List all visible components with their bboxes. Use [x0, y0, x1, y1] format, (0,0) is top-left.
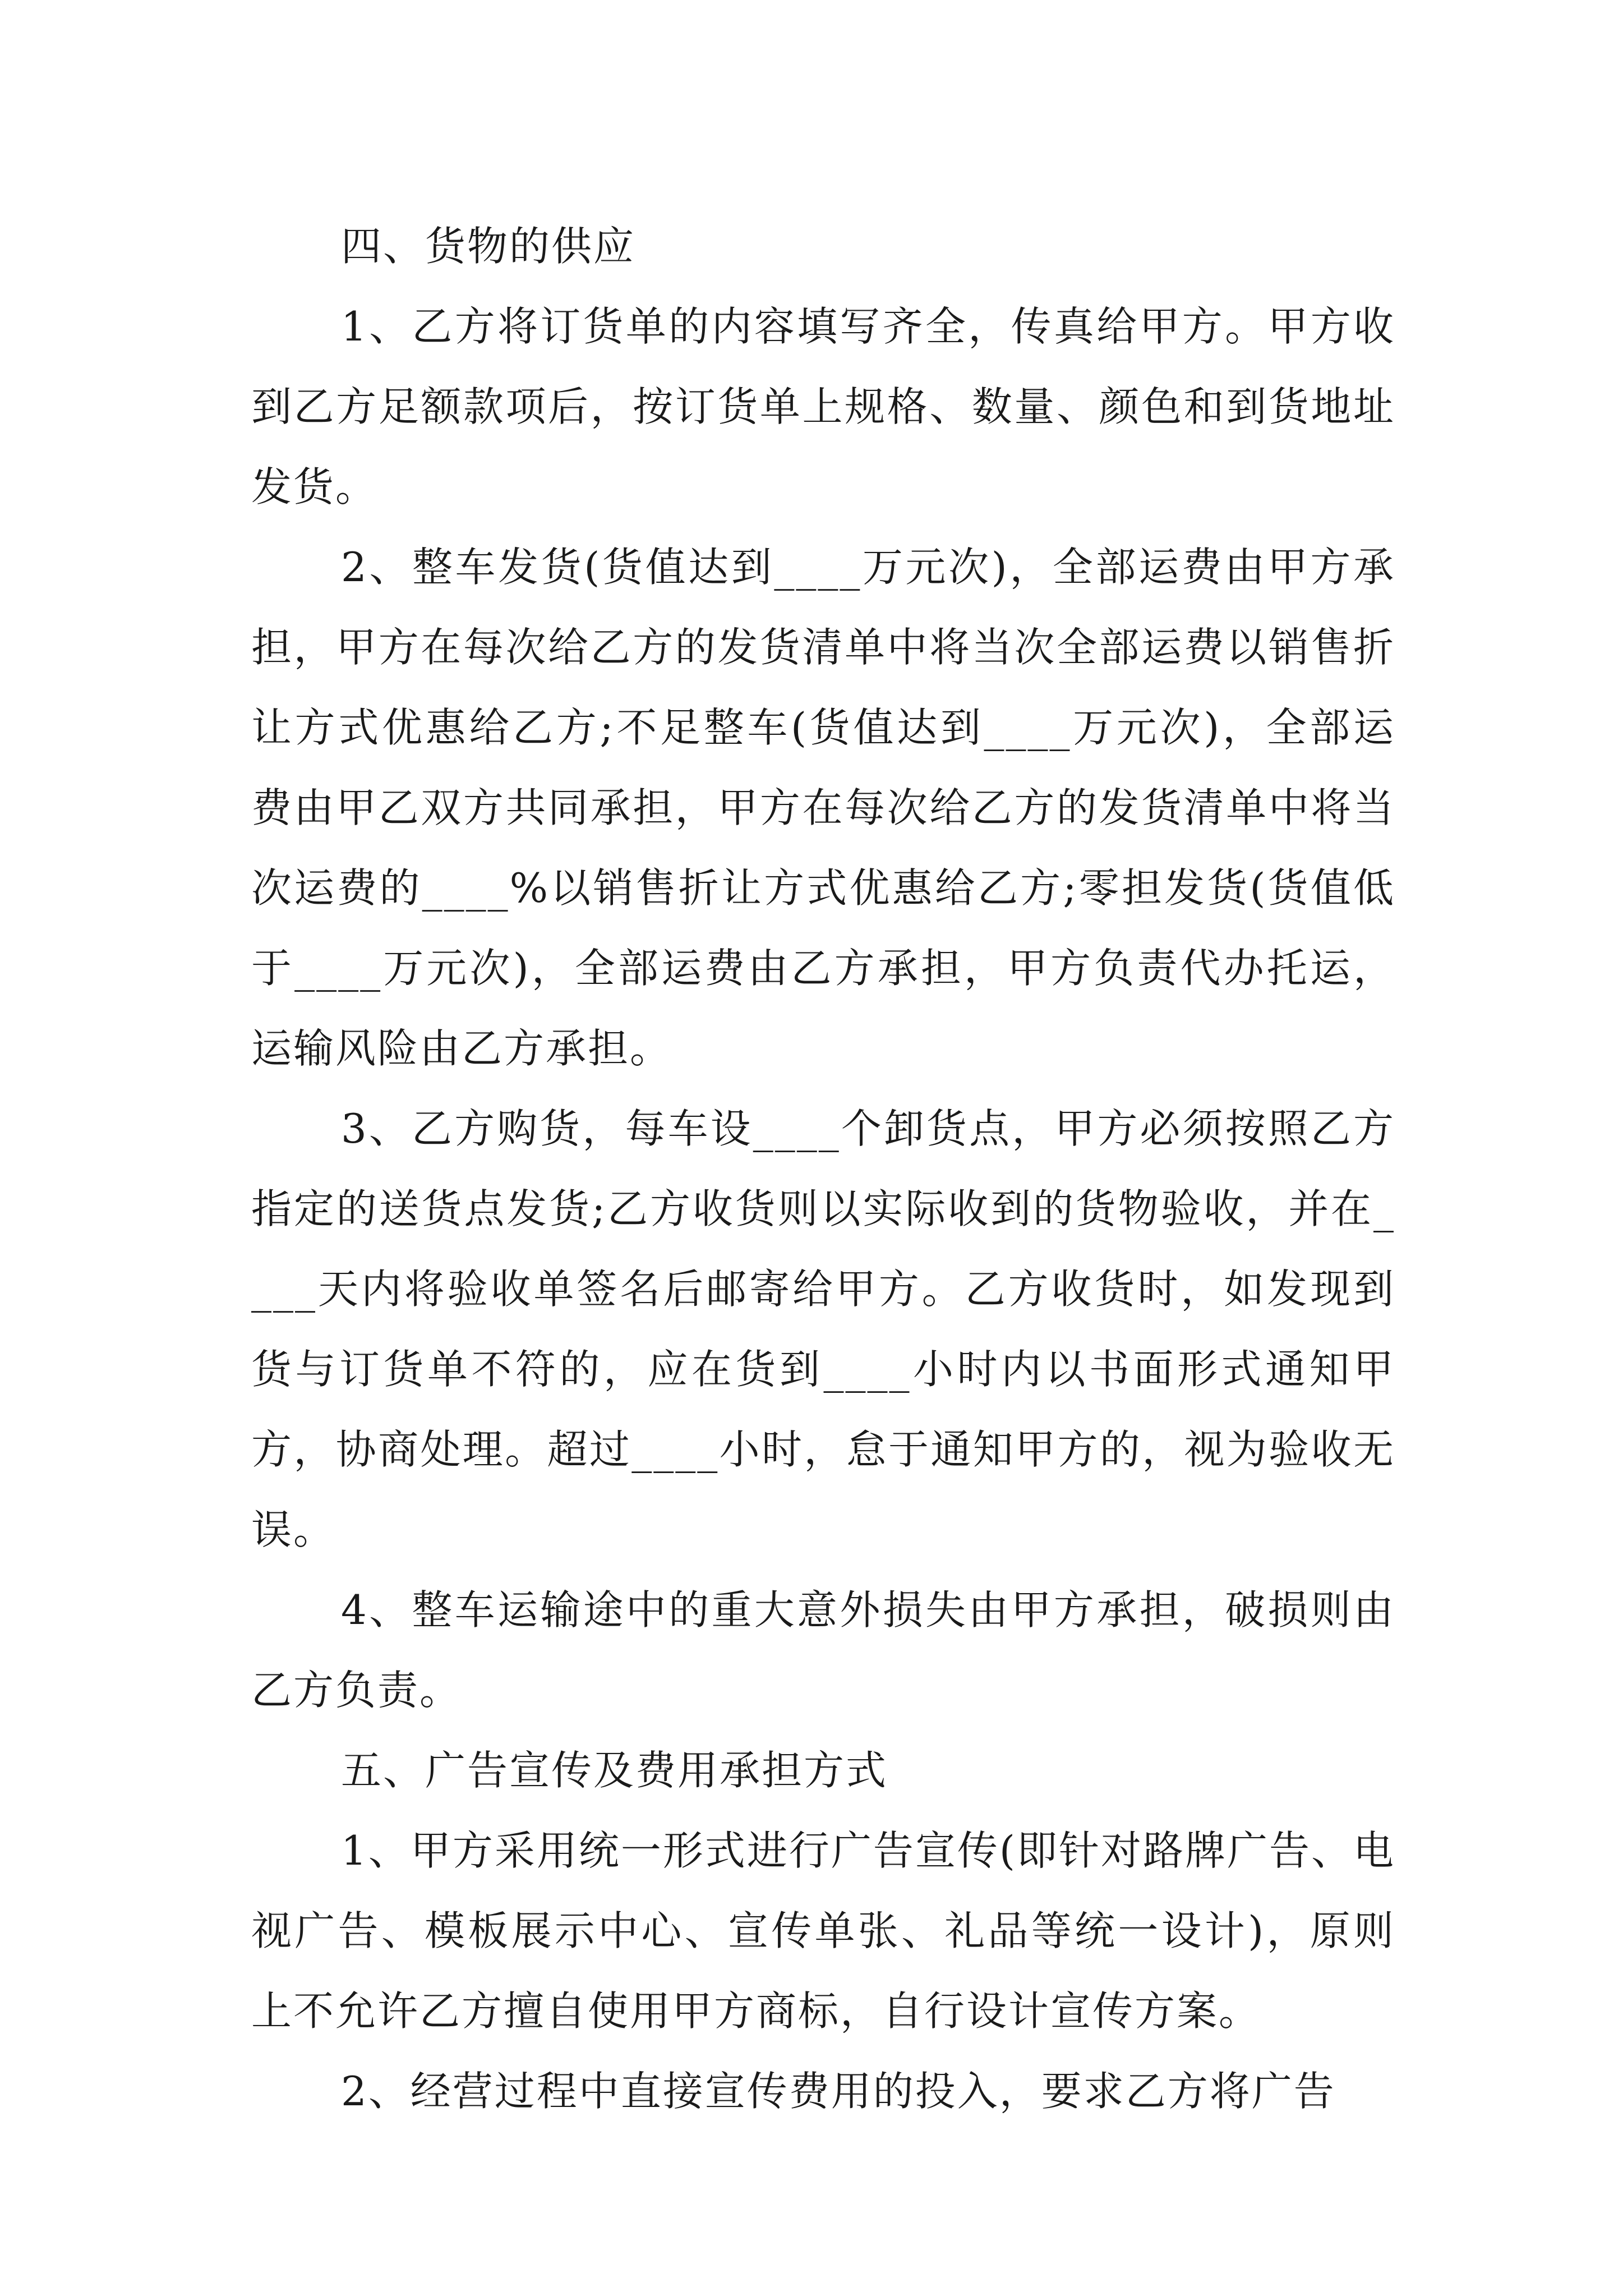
- clause-paragraph: 1、甲方采用统一形式进行广告宣传(即针对路牌广告、电视广告、模板展示中心、宣传单张、礼品等统一设计)，原则上不允许乙方擅自使用甲方商标，自行设计宣传方案。: [251, 1827, 1395, 2035]
- contract-body: [251, 206, 1395, 2132]
- clause-paragraph: 2、整车发货(货值达到____万元次)，全部运费由甲方承担，甲方在每次给乙方的发货清单中将当次全部运费以销售折让方式优惠给乙方;不足整车(货值达到____万元次)，全部运费由甲乙双方共同承担，甲方在每次给乙方的发货清单中将当次运费的____%以销售折让方式优惠给乙方;零担发货(货值低于____万元次)，全部运费由乙方承担，甲方负责代办托运，运输风险由乙方承担。: [251, 544, 1395, 1072]
- clause-paragraph: 3、乙方购货，每车设____个卸货点，甲方必须按照乙方指定的送货点发货;乙方收货则以实际收到的货物验收，并在____天内将验收单签名后邮寄给甲方。乙方收货时，如发现到货与订货单不符的，应在货到____小时内以书面形式通知甲方，协商处理。超过____小时，怠于通知甲方的，视为验收无误。: [251, 1105, 1395, 1553]
- clause-paragraph: 2、经营过程中直接宣传费用的投入，要求乙方将广告: [341, 2068, 1336, 2115]
- clause-paragraph: 1、乙方将订货单的内容填写齐全，传真给甲方。甲方收到乙方足额款项后，按订货单上规格、数量、颜色和到货地址发货。: [251, 303, 1395, 510]
- section-heading-goods-supply: 四、货物的供应: [341, 223, 636, 270]
- clause-paragraph: 4、整车运输途中的重大意外损失由甲方承担，破损则由乙方负责。: [251, 1586, 1395, 1714]
- section-heading-advertising: 五、广告宣传及费用承担方式: [341, 1747, 888, 1794]
